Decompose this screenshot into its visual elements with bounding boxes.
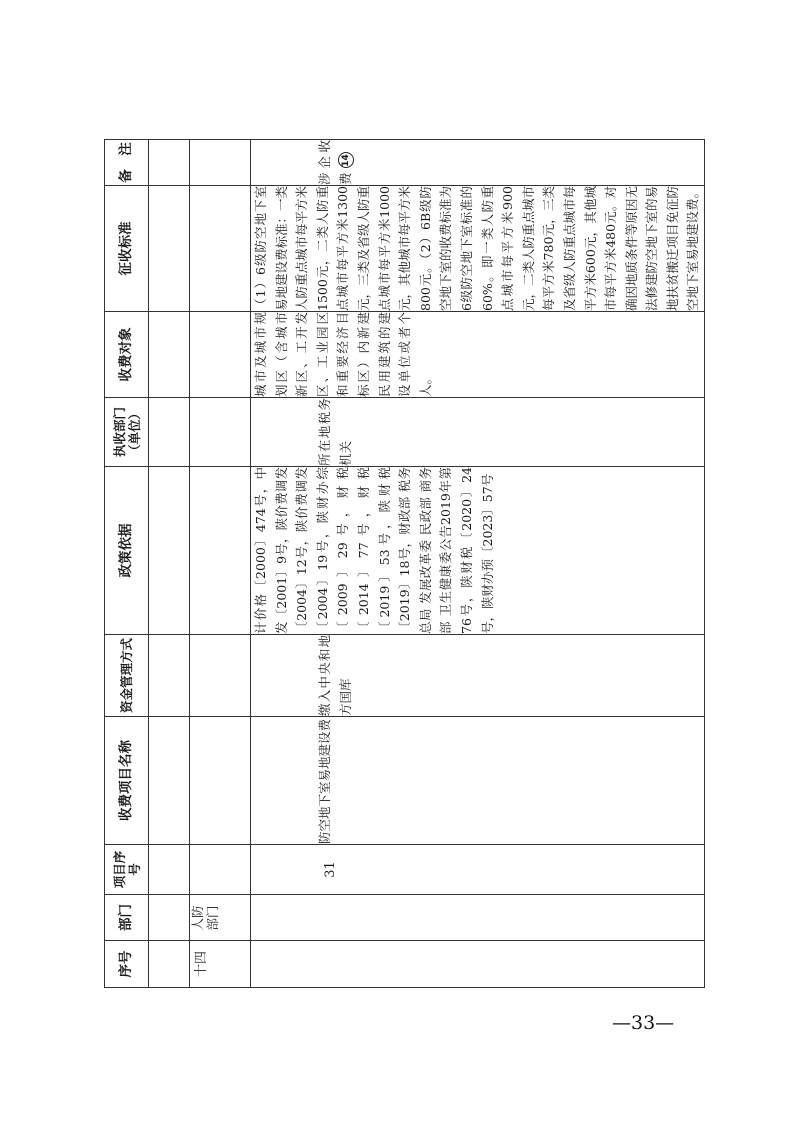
blank-cell <box>190 312 251 398</box>
blank-cell <box>149 845 190 895</box>
item-note-box <box>251 140 356 185</box>
fee-table <box>104 139 705 988</box>
header-standard: 征收标准 <box>105 186 149 312</box>
blank-cell <box>190 845 251 895</box>
section-seq: 十四 <box>190 941 251 988</box>
header-fund: 资金管理方式 <box>105 635 149 717</box>
blank-cell <box>190 467 251 635</box>
item-fund-cell <box>251 635 705 717</box>
blank-cell <box>149 140 190 186</box>
section-row <box>190 140 251 988</box>
item-object: 城市及城市规划区（含城市新区、工开发区、工业园区和重要经济目标区）内新建民用建筑的建设单位或者个人。 <box>251 312 705 398</box>
blank-cell <box>251 941 705 988</box>
item-agency-cell <box>251 398 705 467</box>
item-name-cell <box>251 717 705 845</box>
blank-cell <box>149 895 190 941</box>
item-policy: 计价格〔2000〕474号，中发〔2001〕9号，陕价费调发〔2004〕12号，陕价费调发〔2004〕19号，陕财办综〔2009〕29号，财税〔2014〕77号，财税〔2019〕53号，陕财税〔2019〕18号，财政部 税务总局 发展改革委 民政部 商务部 卫生健康委公告2019年第76号，陕财税〔2020〕24号，陕财办预〔2023〕57号 <box>251 467 705 635</box>
item-row <box>251 140 705 988</box>
header-dept: 部门 <box>105 895 149 941</box>
item-note: 涉企收费 <box>317 140 353 185</box>
header-seq: 序号 <box>105 941 149 988</box>
item-standard: （1）6级防空地下室易地建设费标准：一类人防重点城市每平方米1500元，二类人防重点城市每平方米1300元，三类及省级人防重点城市每平方米1000元，其他城市每平方米800元。（2）6B级防空地下室的收费标准为6级防空地下室标准的60%。即一类人防重点城市每平方米900元，二类人防重点城市每平方米780元，三类及省级人防重点城市每平方米600元，其他城市每平方米480元。对确因地质条件等原因无法修建防空地下室的易地扶贫搬迁项目免征防空地下室易地建设费。 <box>251 186 705 312</box>
blank-cell <box>190 186 251 312</box>
header-item-no: 项目序号 <box>105 845 149 895</box>
item-name: 防空地下室易地建设费 <box>317 718 332 844</box>
blank-cell <box>190 717 251 845</box>
blank-cell <box>149 717 190 845</box>
item-agency: 所在地税务机关 <box>317 398 353 466</box>
header-note: 备 注 <box>105 140 149 186</box>
blank-cell <box>190 398 251 467</box>
header-agency: 执收部门（单位） <box>105 398 149 467</box>
rotated-fee-table <box>104 140 701 988</box>
blank-cell <box>190 140 251 186</box>
section-dept: 人防部门 <box>190 905 220 931</box>
blank-cell <box>149 467 190 635</box>
header-object: 收费对象 <box>105 312 149 398</box>
blank-cell <box>149 941 190 988</box>
item-fund: 缴入中央和地方国库 <box>317 635 353 716</box>
note-badge: 14 <box>338 153 354 169</box>
item-note-cell <box>251 140 705 186</box>
item-number: 31 <box>323 861 338 878</box>
blank-cell <box>149 312 190 398</box>
page-number: —33— <box>612 1012 675 1034</box>
blank-cell <box>149 635 190 717</box>
header-policy: 政策依据 <box>105 467 149 635</box>
blank-cell <box>149 398 190 467</box>
blank-cell <box>251 895 705 941</box>
blank-row <box>149 140 190 988</box>
blank-cell <box>149 186 190 312</box>
item-number-cell <box>251 845 705 895</box>
blank-cell <box>190 635 251 717</box>
section-dept-cell <box>190 895 251 941</box>
header-row <box>105 140 149 988</box>
header-name: 收费项目名称 <box>105 717 149 845</box>
